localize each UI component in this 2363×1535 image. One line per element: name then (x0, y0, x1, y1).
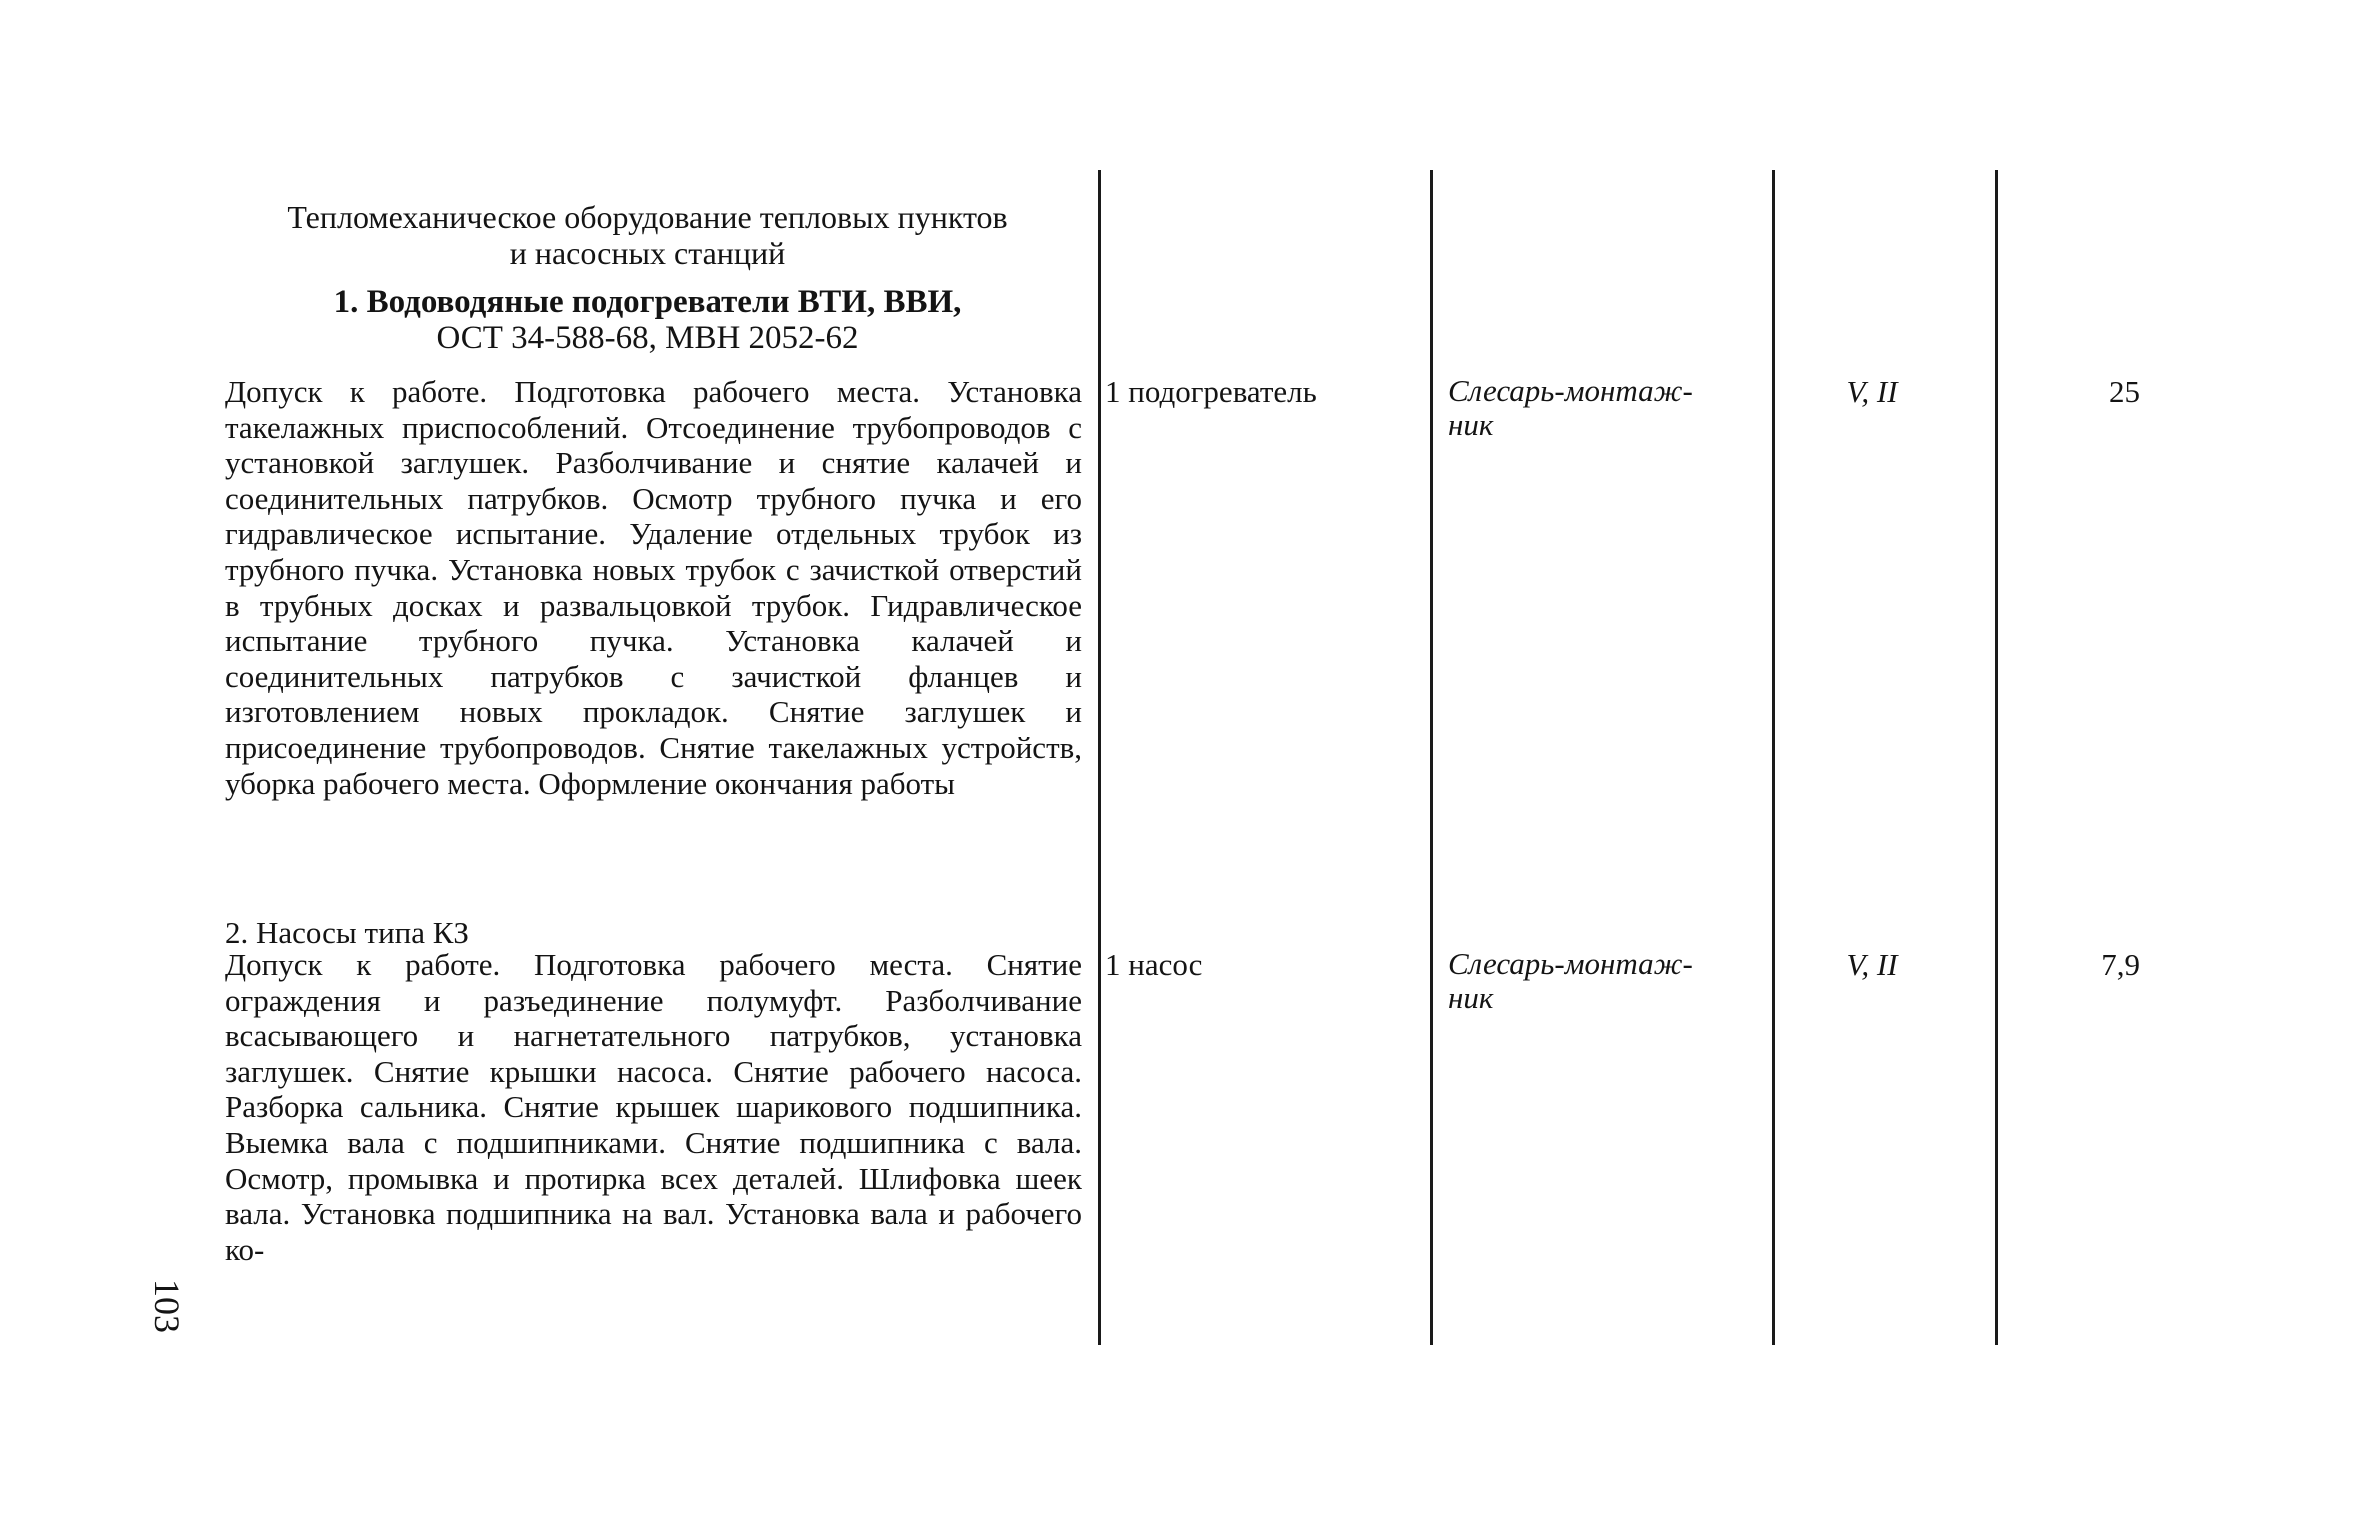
item-1-title-line1: 1. Водоводяные подогреватели ВТИ, ВВИ, (333, 284, 962, 320)
section-title (200, 199, 1095, 271)
item-2-worker-line1: Слесарь-монтаж- (1448, 946, 1693, 981)
column-divider (1772, 170, 1775, 1345)
section-title-line1: Тепломеханическое оборудование тепловых пунктов (287, 199, 1008, 235)
page-number: 103 (147, 1279, 187, 1333)
item-1-description: Допуск к работе. Подготовка рабочего места. Установка такелажных приспособлений. Отсоединение трубопроводов с установкой заглушек. Разболчивание и снятие калачей и соединительных патрубков. Осмотр трубного пучка и его гидравлическое испытание. Удаление отдельных трубок из трубного пучка. Установка новых трубок с зачисткой отверстий в трубных досках и развальцовкой трубок. Гидравлическое испытание трубного пучка. Установка калачей и соединительных патрубков с зачисткой фланцев и изготовлением новых прокладок. Снятие заглушек и присоединение трубопроводов. Снятие такелажных устройств, уборка рабочего места. Оформление окончания работы (225, 374, 1082, 801)
item-2-unit: 1 насос (1105, 947, 1203, 982)
item-2-grade: V, II (1846, 947, 1898, 982)
item-1-worker-line2: ник (1448, 407, 1494, 442)
item-1-title-line2: ОСТ 34-588-68, МВН 2052-62 (436, 320, 859, 356)
item-1-norm: 25 (2109, 374, 2140, 409)
item-2-title: 2. Насосы типа КЗ (225, 915, 469, 950)
item-1-unit: 1 подогреватель (1105, 374, 1317, 409)
column-divider (1098, 170, 1101, 1345)
item-1-worker-line1: Слесарь-монтаж- (1448, 373, 1693, 408)
item-1-worker (1448, 374, 1748, 442)
item-2-worker-line2: ник (1448, 980, 1494, 1015)
column-divider (1995, 170, 1998, 1345)
item-2-norm: 7,9 (2101, 947, 2140, 982)
column-divider (1430, 170, 1433, 1345)
item-2-description: Допуск к работе. Подготовка рабочего места. Снятие ограждения и разъединение полумуфт. Разболчивание всасывающего и нагнетательного патрубков, установка заглушек. Снятие крышки насоса. Снятие рабочего насоса. Разборка сальника. Снятие крышек шарикового подшипника. Выемка вала с подшипниками. Снятие подшипника с вала. Осмотр, промывка и протирка всех деталей. Шлифовка шеек вала. Установка подшипника на вал. Установка вала и рабочего ко- (225, 947, 1082, 1267)
item-1-title (200, 284, 1095, 356)
section-title-line2: и насосных станций (509, 235, 786, 271)
item-1-grade: V, II (1846, 374, 1898, 409)
item-2-worker (1448, 947, 1748, 1015)
